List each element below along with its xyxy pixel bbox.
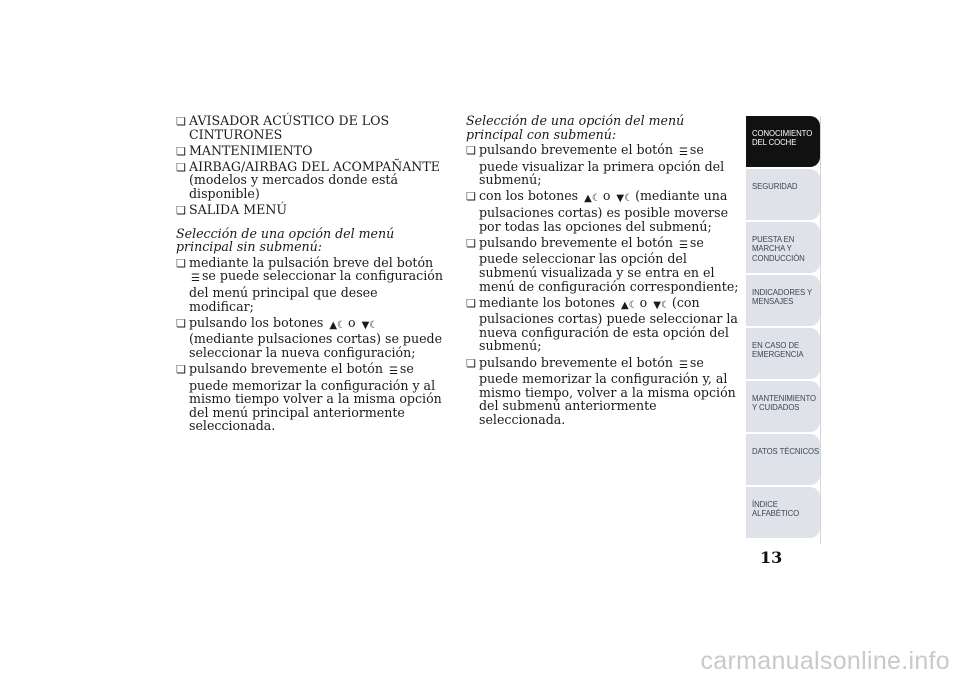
list-item: ❏ pulsando brevemente el botón ☰se puede visualizar la primera opción del submenú;: [466, 143, 742, 187]
page-number: 13: [760, 548, 783, 567]
list-item: ❏ mediante la pulsación breve del botón ☰se puede seleccionar la configuración del menú principal que desee modificar;: [176, 256, 444, 313]
list-item: ❏ SALIDA MENÚ: [176, 203, 444, 217]
checkbox-bullet-icon: [176, 256, 186, 271]
list-item: ❏ con los botones ▲☾o ▼☾(mediante una pulsaciones cortas) es posible moverse por todas las opciones del submenú;: [466, 189, 742, 233]
menu-button-icon: [679, 239, 688, 253]
right-column: [466, 114, 742, 429]
checkbox-bullet-icon: [176, 144, 186, 159]
menu-button-icon: [679, 359, 688, 373]
list-item: ❏ AVISADOR ACÚSTICO DE LOS CINTURONES: [176, 114, 444, 141]
checkbox-bullet-icon: [466, 189, 476, 204]
list-item: ❏ pulsando brevemente el botón ☰se puede memorizar la configuración y, al mismo tiempo, volver a la misma opción del submenú anteriormente seleccionada.: [466, 356, 742, 427]
list-item: ❏ MANTENIMIENTO: [176, 144, 444, 158]
tab-puesta-en-marcha[interactable]: PUESTA EN MARCHA Y CONDUCCIÓN: [746, 222, 820, 273]
watermark: carmanualsonline.info: [700, 647, 950, 675]
chapter-tabs: [746, 116, 820, 540]
down-button-icon: [362, 319, 379, 333]
tab-indicadores-y-mensajes[interactable]: INDICADORES Y MENSAJES: [746, 275, 820, 326]
checkbox-bullet-icon: [176, 160, 186, 175]
list-item: ❏ AIRBAG/AIRBAG DEL ACOMPAÑANTE (modelos y mercados donde está disponible): [176, 160, 444, 201]
tab-mantenimiento-y-cuidados[interactable]: MANTENIMIENTO Y CUIDADOS: [746, 381, 820, 432]
list-item: ❏ pulsando los botones ▲☾o ▼☾(mediante pulsaciones cortas) se puede seleccionar la nueva configuración;: [176, 316, 444, 360]
checkbox-bullet-icon: [466, 143, 476, 158]
section-heading: Selección de una opción del menú principal sin submenú:: [176, 225, 395, 255]
down-button-icon: [653, 299, 670, 313]
tab-datos-tecnicos[interactable]: DATOS TÉCNICOS: [746, 434, 820, 485]
tab-seguridad[interactable]: SEGURIDAD: [746, 169, 820, 220]
tab-conocimiento-del-coche[interactable]: CONOCIMIENTO DEL COCHE: [746, 116, 820, 167]
up-button-icon: [621, 299, 638, 313]
down-button-icon: [616, 192, 633, 206]
section-heading: Selección de una opción del menú principal con submenú:: [466, 113, 685, 142]
up-button-icon: [584, 192, 601, 206]
up-button-icon: [329, 319, 346, 333]
checkbox-bullet-icon: [466, 236, 476, 251]
tab-en-caso-de-emergencia[interactable]: EN CASO DE EMERGENCIA: [746, 328, 820, 379]
list-item: ❏ pulsando brevemente el botón ☰se puede seleccionar las opción del submenú visualizada y se entra en el menú de configuración correspondiente;: [466, 236, 742, 293]
menu-button-icon: [191, 272, 200, 286]
checkbox-bullet-icon: [466, 296, 476, 311]
tab-indice-alfabetico[interactable]: ÍNDICE ALFABÉTICO: [746, 487, 820, 538]
menu-button-icon: [389, 365, 398, 379]
left-column: [176, 114, 444, 435]
checkbox-bullet-icon: [176, 203, 186, 218]
checkbox-bullet-icon: [466, 356, 476, 371]
checkbox-bullet-icon: [176, 362, 186, 377]
checkbox-bullet-icon: [176, 114, 186, 129]
list-item: ❏ pulsando brevemente el botón ☰se puede memorizar la configuración y al mismo tiempo volver a la misma opción del menú principal anteriormente seleccionada.: [176, 362, 444, 433]
tab-divider: [820, 116, 821, 544]
checkbox-bullet-icon: [176, 316, 186, 331]
menu-button-icon: [679, 146, 688, 160]
list-item: ❏ mediante los botones ▲☾o ▼☾(con pulsaciones cortas) puede seleccionar la nueva configuración de esta opción del submenú;: [466, 296, 742, 353]
